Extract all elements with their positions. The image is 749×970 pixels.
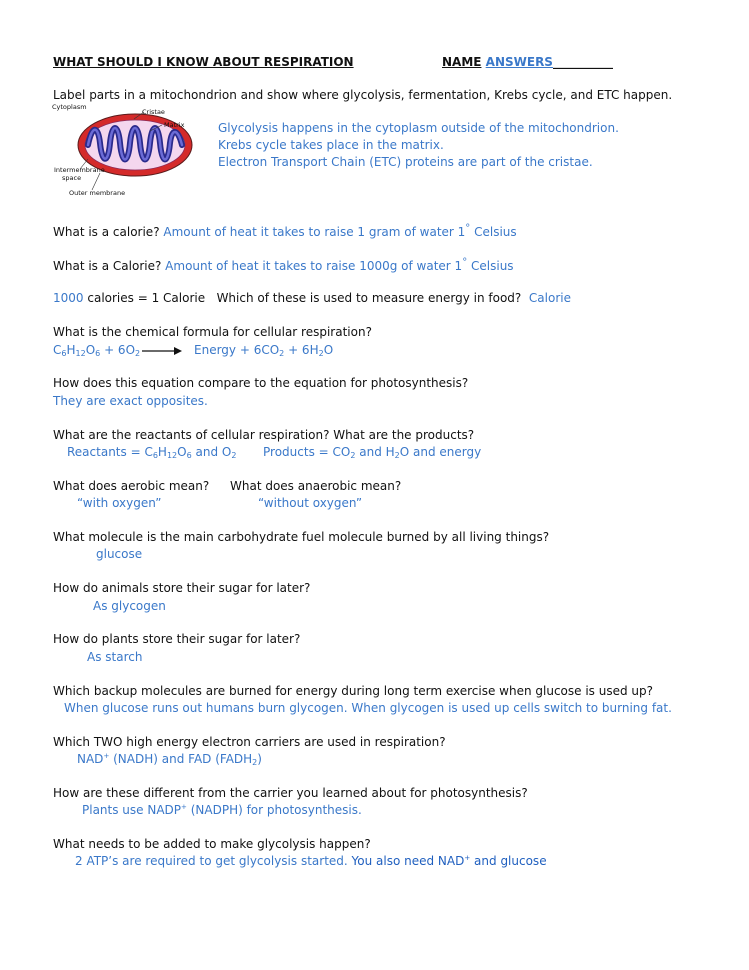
big-calorie-question-text: What is a Calorie? (53, 259, 162, 273)
backup-question: Which backup molecules are burned for energy during long term exercise when glucose is used up? (53, 684, 653, 698)
carriers-answer: NAD+ (NADH) and FAD $(FADH_2)$ (77, 752, 262, 767)
food-energy-question: Which of these is used to measure energy in food? (216, 291, 522, 305)
fuel-answer: glucose (96, 547, 143, 561)
animals-question: How do animals store their sugar for later? (53, 581, 311, 595)
mitochondrion-diagram (52, 103, 202, 198)
glycolysis-question: What needs to be added to make glycolysis happen? (53, 837, 371, 851)
fuel-question: What molecule is the main carbohydrate fuel molecule burned by all living things? (53, 530, 550, 544)
formula-question: What is the chemical formula for cellular respiration? (53, 325, 372, 339)
calorie-answer: Amount of heat it takes to raise 1 gram of water 1° Celsius (163, 223, 517, 239)
glycolysis-answer: 2 ATP’s are required to get glycolysis started. You also need NAD+ and glucose (75, 854, 547, 868)
cristae-label: Cristae (142, 108, 165, 116)
outer-membrane-label: Outer membrane (69, 189, 126, 197)
plants-answer: As starch (87, 650, 143, 664)
formula-reactants: $C_6H_{12}O_6 + 6O_2$ (53, 343, 141, 358)
intro-instructions: Label parts in a mitochondrion and show where glycolysis, fermentation, Krebs cycle, and ETC happen. (53, 88, 673, 102)
compare-answer: They are exact opposites. (53, 394, 208, 408)
formula-products: Energy + $6CO_2 + 6H_2O$ (194, 343, 334, 358)
krebs-note: Krebs cycle takes place in the matrix. (218, 138, 444, 152)
calorie-question-text: What is a calorie? (53, 225, 160, 239)
conversion-line (53, 291, 571, 305)
big-calorie-answer: Amount of heat it takes to raise 1000g of water 1° Celsius (165, 257, 514, 273)
name-label: NAME (442, 55, 482, 69)
worksheet-title: WHAT SHOULD I KNOW ABOUT RESPIRATION (53, 55, 354, 69)
aerobic-answer: “with oxygen” (77, 496, 162, 510)
aerobic-question: What does aerobic mean? (53, 479, 210, 493)
mitochondrion-illustration (52, 103, 202, 198)
plants-question: How do plants store their sugar for later? (53, 632, 301, 646)
intermembrane-label: Intermembrane (54, 166, 105, 174)
intermembrane-space-label: space (62, 174, 82, 182)
difference-answer: Plants use NADP+ (NADPH) for photosynthesis. (82, 803, 362, 817)
products-answer: Products = $CO_2$ and $H_2O$ and energy (263, 445, 482, 460)
calorie-question (53, 223, 517, 239)
carriers-question: Which TWO high energy electron carriers are used in respiration? (53, 735, 446, 749)
matrix-label: Matrix (164, 121, 185, 129)
conversion-answer: 1000 (53, 291, 84, 305)
name-value: ANSWERS (485, 55, 553, 69)
name-line (442, 55, 613, 69)
anaerobic-question: What does anaerobic mean? (230, 479, 402, 493)
compare-question: How does this equation compare to the equation for photosynthesis? (53, 376, 469, 390)
animals-answer: As glycogen (93, 599, 166, 613)
glycolysis-note: Glycolysis happens in the cytoplasm outside of the mitochondrion. (218, 121, 619, 135)
reaction-arrow-icon (142, 346, 182, 356)
anaerobic-answer: “without oxygen” (258, 496, 363, 510)
difference-question: How are these different from the carrier you learned about for photosynthesis? (53, 786, 528, 800)
conversion-text: calories = 1 Calorie (87, 291, 206, 305)
food-energy-answer: Calorie (528, 291, 571, 305)
big-calorie-question (53, 257, 514, 273)
cytoplasm-label: Cytoplasm (52, 103, 87, 111)
reactants-answer: Reactants = $C_6H_{12}O_6$ and $O_2$ (67, 445, 237, 460)
etc-note: Electron Transport Chain (ETC) proteins are part of the cristae. (218, 155, 593, 169)
backup-answer: When glucose runs out humans burn glycogen. When glycogen is used up cells switch to burning fat. (64, 701, 672, 715)
reactants-question: What are the reactants of cellular respiration? What are the products? (53, 428, 475, 442)
name-blank: __________ (552, 55, 613, 69)
